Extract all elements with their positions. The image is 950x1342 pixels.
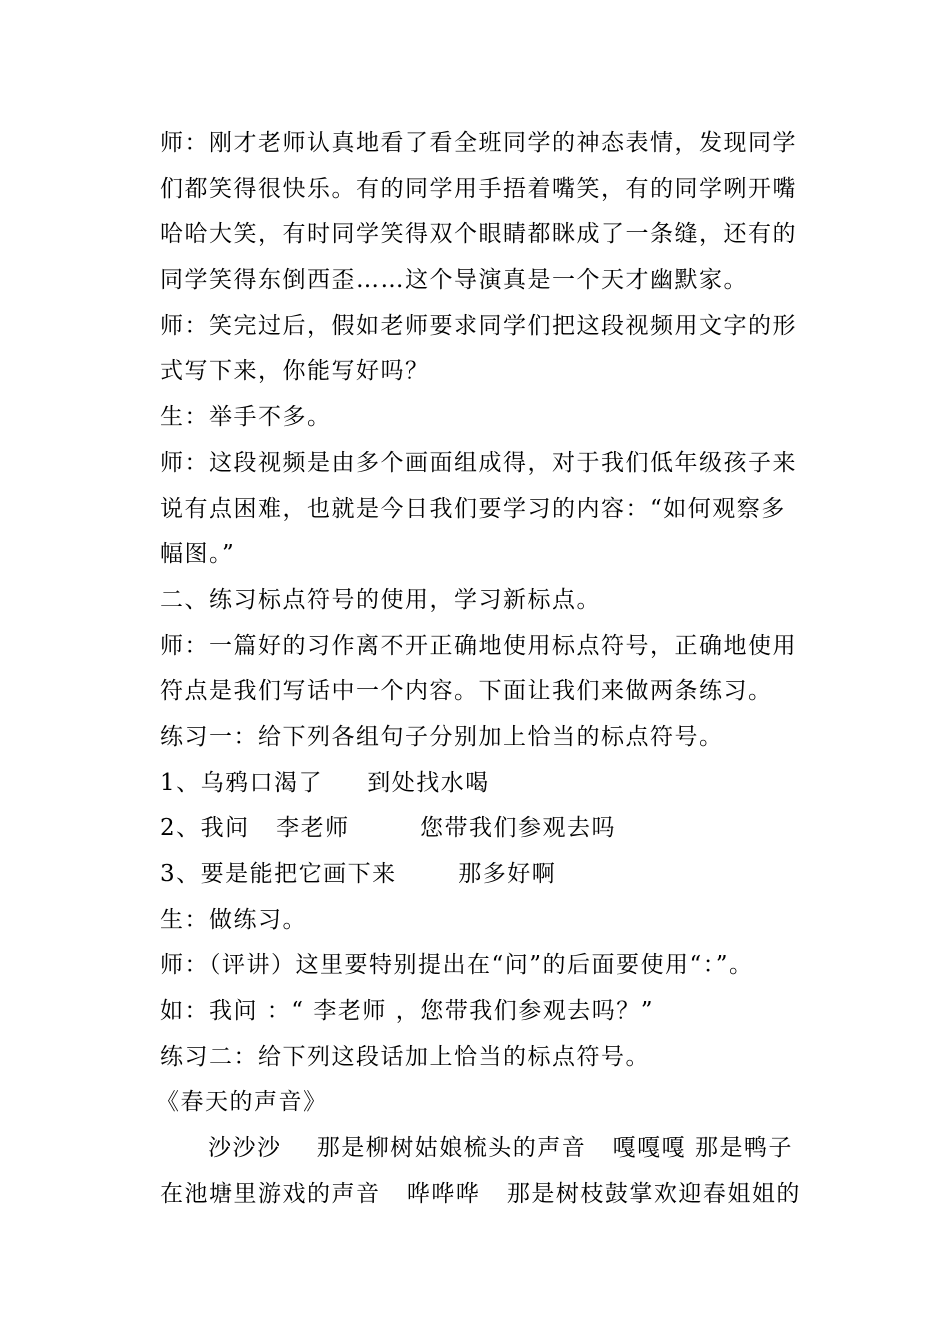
paragraph-line: 如：我问 ：“ 李老师 ，您带我们参观去吗？” [160, 998, 654, 1025]
exercise-title: 练习二：给下列这段话加上恰当的标点符号。 [160, 1043, 650, 1070]
paragraph-line: 在池塘里游戏的声音 哗哗哗 那是树枝鼓掌欢迎春姐姐的 [160, 1180, 801, 1207]
paragraph-line: 式写下来，你能写好吗？ [160, 358, 430, 385]
paragraph-line: 沙沙沙 那是柳树姑娘梳头的声音 嘎嘎嘎 那是鸭子 [208, 1135, 793, 1162]
section-heading: 二、练习标点符号的使用，学习新标点。 [160, 586, 601, 613]
paragraph-line: 生：举手不多。 [160, 404, 332, 431]
paragraph-line: 符点是我们写话中一个内容。下面让我们来做两条练习。 [160, 678, 773, 705]
document-body [156, 121, 840, 1218]
paragraph-line: 师：笑完过后，假如老师要求同学们把这段视频用文字的形 [160, 312, 797, 339]
paragraph-line: 师：（评讲）这里要特别提出在“问”的后面要使用“：”。 [160, 952, 754, 979]
exercise-item: 2、我问 李老师 您带我们参观去吗 [160, 815, 617, 842]
paragraph-line: 师：这段视频是由多个画面组成得，对于我们低年级孩子来 [160, 449, 797, 476]
text-title: 《春天的声音》 [156, 1089, 328, 1116]
paragraph-line: 生：做练习。 [160, 906, 307, 933]
paragraph-line: 同学笑得东倒西歪……这个导演真是一个天才幽默家。 [160, 267, 748, 294]
paragraph-line: 们都笑得很快乐。有的同学用手捂着嘴笑，有的同学咧开嘴 [160, 175, 797, 202]
paragraph-line: 师：一篇好的习作离不开正确地使用标点符号，正确地使用 [160, 632, 797, 659]
paragraph-line: 说有点困难，也就是今日我们要学习的内容：“如何观察多 [160, 495, 786, 522]
exercise-item: 1、乌鸦口渴了 到处找水喝 [160, 769, 490, 796]
exercise-item: 3、要是能把它画下来 那多好啊 [160, 861, 557, 887]
paragraph-line: 哈哈大笑，有时同学笑得双个眼睛都眯成了一条缝，还有的 [160, 221, 797, 248]
paragraph-line: 幅图。” [160, 541, 236, 568]
paragraph-line: 师：刚才老师认真地看了看全班同学的神态表情，发现同学 [160, 130, 797, 156]
exercise-title: 练习一：给下列各组句子分别加上恰当的标点符号。 [160, 723, 724, 750]
